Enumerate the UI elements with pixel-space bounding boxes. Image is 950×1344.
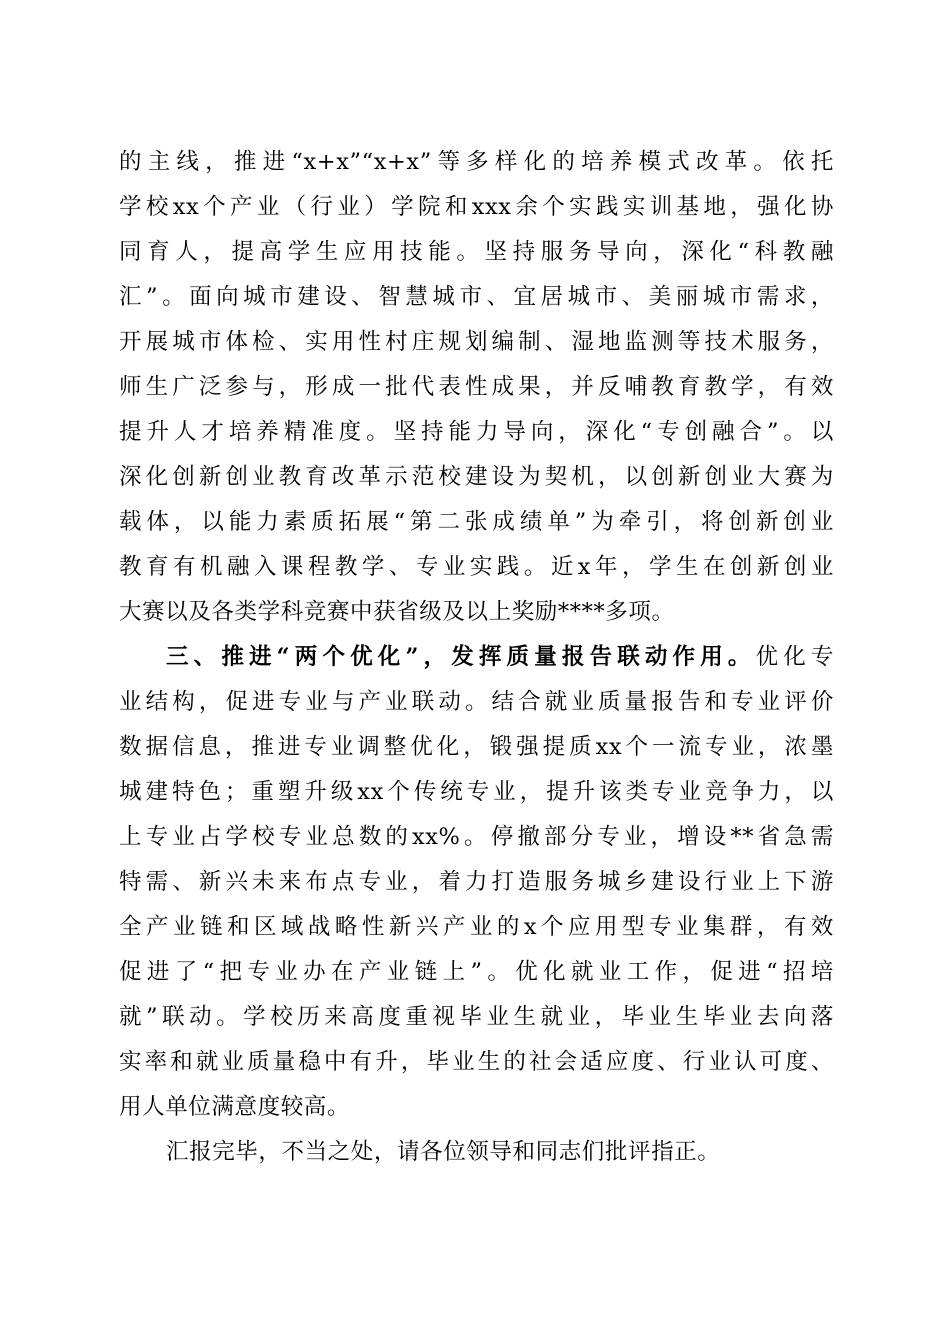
closing-line: 汇报完毕，不当之处，请各位领导和同志们批评指正。: [166, 1139, 721, 1165]
paragraph-line: 城建特色；重塑升级xx个传统专业，提升该类专业竞争力，以: [119, 779, 834, 805]
paragraph-line: 的主线，推进“x+x”“x+x”等多样化的培养模式改革。依托: [119, 149, 834, 175]
paragraph-line: 就”联动。学校历来高度重视毕业生就业，毕业生毕业去向落: [119, 1004, 834, 1030]
paragraph-line: 开展城市体检、实用性村庄规划编制、湿地监测等技术服务，: [119, 329, 834, 355]
section-heading-line: [166, 635, 834, 679]
paragraph-line: 汇”。面向城市建设、智慧城市、宜居城市、美丽城市需求，: [119, 284, 834, 310]
paragraph-line: 实率和就业质量稳中有升，毕业生的社会适应度、行业认可度、: [119, 1049, 834, 1075]
paragraph-line: 特需、新兴未来布点专业，着力打造服务城乡建设行业上下游: [119, 869, 834, 895]
paragraph-line: 全产业链和区域战略性新兴产业的x个应用型专业集群，有效: [119, 914, 834, 940]
paragraph-line: 用人单位满意度较高。: [119, 1094, 351, 1120]
section-heading: 三、推进“两个优化”，发挥质量报告联动作用。: [166, 644, 756, 670]
paragraph-line: 促进了“把专业办在产业链上”。优化就业工作，促进“招培: [119, 959, 834, 985]
paragraph-line: 师生广泛参与，形成一批代表性成果，并反哺教育教学，有效: [119, 374, 834, 400]
paragraph-line: 深化创新创业教育改革示范校建设为契机，以创新创业大赛为: [119, 464, 834, 490]
paragraph-line: 提升人才培养精准度。坚持能力导向，深化“专创融合”。以: [119, 419, 834, 445]
paragraph-line: 上专业占学校专业总数的xx%。停撤部分专业，增设**省急需: [119, 824, 834, 850]
paragraph-line: 大赛以及各类学科竞赛中获省级及以上奖励****多项。: [119, 599, 675, 625]
paragraph-line: 载体，以能力素质拓展“第二张成绩单”为牵引，将创新创业: [119, 509, 834, 535]
paragraph-line: 学校xx个产业（行业）学院和xxx余个实践实训基地，强化协: [119, 194, 834, 220]
paragraph-line: 教育有机融入课程教学、专业实践。近x年，学生在创新创业: [119, 554, 834, 580]
paragraph-line: 业结构，促进专业与产业联动。结合就业质量报告和专业评价: [119, 689, 834, 715]
section-first-line-rest: 优化专: [755, 644, 834, 670]
paragraph-line: 数据信息，推进专业调整优化，锻强提质xx个一流专业，浓墨: [119, 734, 834, 760]
paragraph-line: 同育人，提高学生应用技能。坚持服务导向，深化“科教融: [119, 239, 834, 265]
